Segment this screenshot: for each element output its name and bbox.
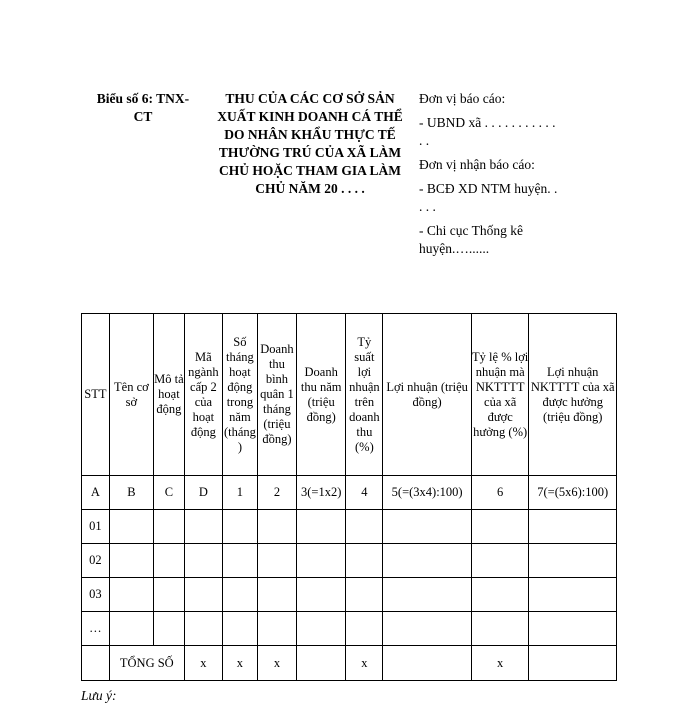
table-cell xyxy=(184,578,222,612)
table-cell xyxy=(109,612,153,646)
note-heading: Lưu ý: xyxy=(81,688,117,703)
table-cell xyxy=(154,510,185,544)
table-cell xyxy=(383,544,471,578)
table-cell xyxy=(383,510,471,544)
total-mark: x xyxy=(257,646,296,681)
column-header: Doanh thu bình quân 1 tháng (triệu đồng) xyxy=(257,314,296,476)
table-cell xyxy=(222,544,257,578)
column-code: A xyxy=(82,476,110,510)
reporting-units xyxy=(419,90,559,264)
table-cell xyxy=(383,646,471,681)
table-cell xyxy=(471,510,529,544)
column-code: 3(=1x2) xyxy=(296,476,345,510)
receiving-unit-1: - BCĐ XD NTM huyện. . . . . xyxy=(419,181,558,214)
table-cell xyxy=(184,544,222,578)
table-cell xyxy=(346,544,383,578)
row-number: 03 xyxy=(82,578,110,612)
table-header-row xyxy=(82,314,617,476)
column-code: D xyxy=(184,476,222,510)
table-cell xyxy=(109,510,153,544)
column-code: 2 xyxy=(257,476,296,510)
row-number: 02 xyxy=(82,544,110,578)
table-cell xyxy=(383,612,471,646)
table-cell xyxy=(222,612,257,646)
total-mark: x xyxy=(222,646,257,681)
column-header: STT xyxy=(82,314,110,476)
form-title: THU CỦA CÁC CƠ SỞ SẢN XUẤT KINH DOANH CÁ THỂ DO NHÂN KHẨU THỰC TẾ THƯỜNG TRÚ CỦA XÃ LÀM CHỦ HOẶC THAM GIA LÀM CHỦ NĂM 20 . . . . xyxy=(217,91,403,196)
table-cell xyxy=(346,510,383,544)
table-cell xyxy=(471,578,529,612)
table-cell xyxy=(222,510,257,544)
column-header: Tỷ suất lợi nhuận trên doanh thu (%) xyxy=(346,314,383,476)
table-cell xyxy=(257,578,296,612)
table-cell xyxy=(184,510,222,544)
column-code: B xyxy=(109,476,153,510)
table-cell xyxy=(184,612,222,646)
total-mark: x xyxy=(471,646,529,681)
table-cell xyxy=(257,612,296,646)
reporting-unit: - UBND xã . . . . . . . . . . . . . xyxy=(419,115,556,148)
column-code: 6 xyxy=(471,476,529,510)
table-cell xyxy=(296,578,345,612)
column-header: Số tháng hoạt động trong năm (tháng) xyxy=(222,314,257,476)
row-number: 01 xyxy=(82,510,110,544)
column-code: 4 xyxy=(346,476,383,510)
table-row xyxy=(82,510,617,544)
total-mark: x xyxy=(346,646,383,681)
table-cell xyxy=(109,578,153,612)
total-label: TỔNG SỐ xyxy=(109,646,184,681)
table-cell xyxy=(154,578,185,612)
table-cell xyxy=(471,612,529,646)
column-header: Tên cơ sở xyxy=(109,314,153,476)
table-cell xyxy=(109,544,153,578)
total-mark: x xyxy=(184,646,222,681)
table-cell xyxy=(529,510,617,544)
table-cell xyxy=(296,510,345,544)
form-code: Biểu số 6: TNX-CT xyxy=(96,91,190,124)
table-cell xyxy=(296,544,345,578)
column-header: Mô tả hoạt động xyxy=(154,314,185,476)
column-header: Lợi nhuận NKTTTT của xã được hưởng (triệu đồng) xyxy=(529,314,617,476)
table-cell xyxy=(154,612,185,646)
column-code: 1 xyxy=(222,476,257,510)
table-cell xyxy=(346,578,383,612)
column-header: Lợi nhuận (triệu đồng) xyxy=(383,314,471,476)
column-code: 7(=(5x6):100) xyxy=(529,476,617,510)
table-cell xyxy=(154,544,185,578)
table-cell xyxy=(346,612,383,646)
column-code-row xyxy=(82,476,617,510)
table-row xyxy=(82,578,617,612)
table-cell xyxy=(222,578,257,612)
table-cell xyxy=(529,544,617,578)
table-cell xyxy=(257,544,296,578)
table-cell xyxy=(529,612,617,646)
table-cell xyxy=(529,578,617,612)
column-code: C xyxy=(154,476,185,510)
receiving-unit-2: - Chi cục Thống kê huyện.…...... xyxy=(419,223,523,256)
table-cell xyxy=(383,578,471,612)
column-header: Mã ngành cấp 2 của hoạt động xyxy=(184,314,222,476)
table-cell xyxy=(296,612,345,646)
table-cell xyxy=(471,544,529,578)
table-row xyxy=(82,544,617,578)
report-table xyxy=(81,313,617,681)
receiving-unit-label: Đơn vị nhận báo cáo: xyxy=(419,157,535,172)
total-row xyxy=(82,646,617,681)
table-cell xyxy=(529,646,617,681)
table-cell xyxy=(296,646,345,681)
reporting-unit-label: Đơn vị báo cáo: xyxy=(419,91,506,106)
table-row xyxy=(82,612,617,646)
table-cell xyxy=(257,510,296,544)
column-code: 5(=(3x4):100) xyxy=(383,476,471,510)
column-header: Doanh thu năm (triệu đồng) xyxy=(296,314,345,476)
column-header: Tỷ lệ % lợi nhuận mà NKTTTT của xã được hưởng (%) xyxy=(471,314,529,476)
table-cell xyxy=(82,646,110,681)
row-number: … xyxy=(82,612,110,646)
